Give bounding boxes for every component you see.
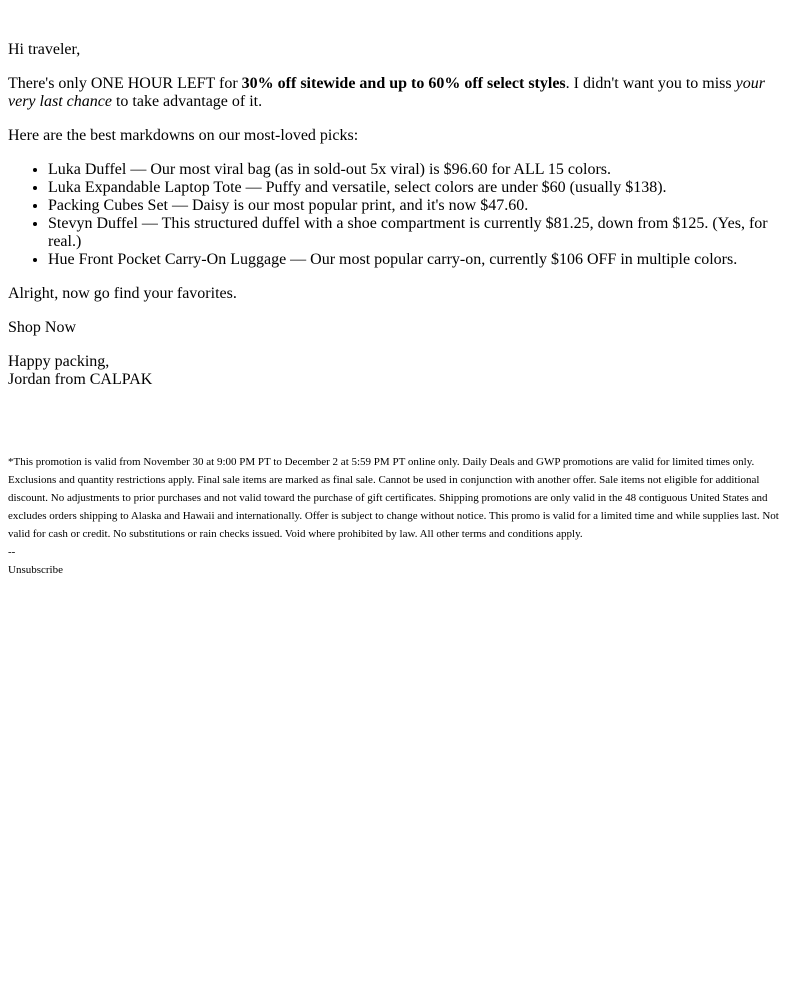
promo-highlight: 30% off sitewide and up to 60% off select styles — [241, 75, 566, 92]
list-item: • Luka Expandable Laptop Tote — Puffy and versatile, select colors are under $60 (usually $138). — [48, 179, 782, 197]
list-item: • Luka Duffel — Our most viral bag (as in sold-out 5x viral) is $96.60 for ALL 15 colors. — [48, 161, 782, 179]
list-item: • Hue Front Pocket Carry-On Luggage — Our most popular carry-on, currently $106 OFF in multiple colors. — [48, 251, 782, 269]
intro-text-end: to take advantage of it. — [111, 93, 263, 110]
list-item: • Stevyn Duffel — This structured duffel with a shoe compartment is currently $81.25, down from $125. (Yes, for real.) — [48, 215, 782, 251]
intro-text-start: There's only ONE HOUR LEFT for — [8, 75, 242, 92]
promo-disclaimer: *This promotion is valid from November 30 at 9:00 PM PT to December 2 at 5:59 PM PT online only. Daily Deals and GWP promotions are valid for limited times only. Exclusions and quantity restrictions apply. Final sale items are marked as final sale. Cannot be used in conjunction with another offer. Sale items not eligible for additional discount. No adjustments to prior purchases and not valid toward the purchase of gift certificates. Shipping promotions are only valid in the 48 contiguous United States and excludes orders shipping to Alaska and Hawaii and internationally. Offer is subject to change without notice. This promo is valid for a limited time and while supplies last. Not valid for cash or credit. No substitutions or rain checks issued. Void where prohibited by law. All other terms and conditions apply. — [8, 456, 779, 540]
email-body — [8, 41, 782, 579]
signature-separator: -- — [8, 546, 16, 558]
signoff-block — [8, 353, 782, 389]
intro-text-middle: . I didn't want you to miss — [565, 75, 736, 92]
picks-heading: Here are the best markdowns on our most-loved picks: — [8, 127, 359, 144]
cta-paragraph — [8, 319, 782, 337]
unsubscribe-link[interactable]: Unsubscribe — [8, 564, 63, 576]
greeting: Hi traveler, — [8, 41, 81, 58]
last-chance-emphasis: your very last chance — [8, 75, 765, 110]
shop-now-link[interactable]: Shop Now — [8, 319, 77, 336]
intro-paragraph — [8, 75, 782, 111]
signature: Jordan from CALPAK — [8, 371, 153, 388]
closing-line: Alright, now go find your favorites. — [8, 285, 237, 302]
spacer — [8, 405, 782, 453]
picks-list — [8, 161, 782, 269]
signoff: Happy packing, — [8, 353, 110, 370]
unsubscribe-paragraph — [8, 561, 782, 579]
list-item: • Packing Cubes Set — Daisy is our most popular print, and it's now $47.60. — [48, 197, 782, 215]
